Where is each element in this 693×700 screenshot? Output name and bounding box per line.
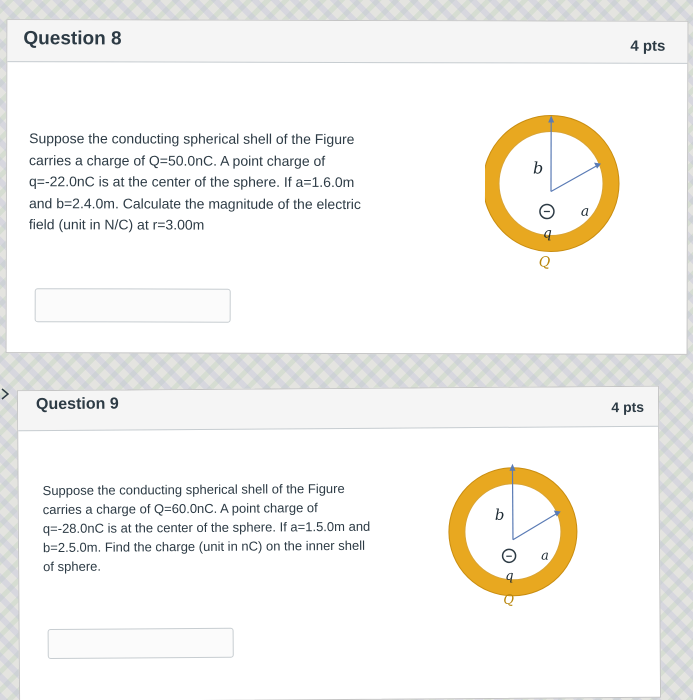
label-q: q [542,225,552,242]
label-a: a [541,548,549,564]
spherical-shell-diagram [485,91,625,271]
question-8-header [7,20,687,64]
point-charge-sign: − [505,550,513,563]
spherical-shell-diagram [446,447,583,608]
question-9-figure [446,447,583,608]
question-8-figure [485,91,625,271]
question-8-title: Question 8 [23,28,122,50]
question-9-title: Question 9 [35,395,119,414]
label-b: b [533,158,544,178]
question-8-card [6,19,689,355]
question-9-answer-input[interactable] [48,628,234,659]
radius-b-arrowhead [509,464,515,471]
question-8-text: Suppose the conducting spherical shell of the Figure carries a charge of Q=50.0nC. A point charge of q=-22.0nC is at the center of the sphere. If a=1.6.0m and b=2.4.0m. Calculate the magnitude of the electric field (unit in N/C) at r=3.00m [28,130,361,233]
question-9-header [18,387,658,431]
question-8-answer-input[interactable] [35,288,231,323]
label-Q: Q [503,592,515,608]
label-q: q [505,568,514,584]
question-9-card [17,386,661,700]
question-9-text: Suppose the conducting spherical shell of the Figure carries a charge of Q=60.0nC. A point charge of q=-28.0nC is at the center of the sphere. If a=1.5.0m and b=2.5.0m. Find the charge (unit in nC) on the inner shell of sphere. [42,480,371,575]
label-a: a [580,203,590,220]
question-8-points: 4 pts [630,37,666,55]
label-b: b [494,505,505,524]
point-charge-sign: − [543,204,551,219]
radius-b-line [512,468,513,540]
question-9-points: 4 pts [611,398,645,416]
chevron-right-icon[interactable] [0,387,14,401]
label-Q: Q [538,254,551,271]
